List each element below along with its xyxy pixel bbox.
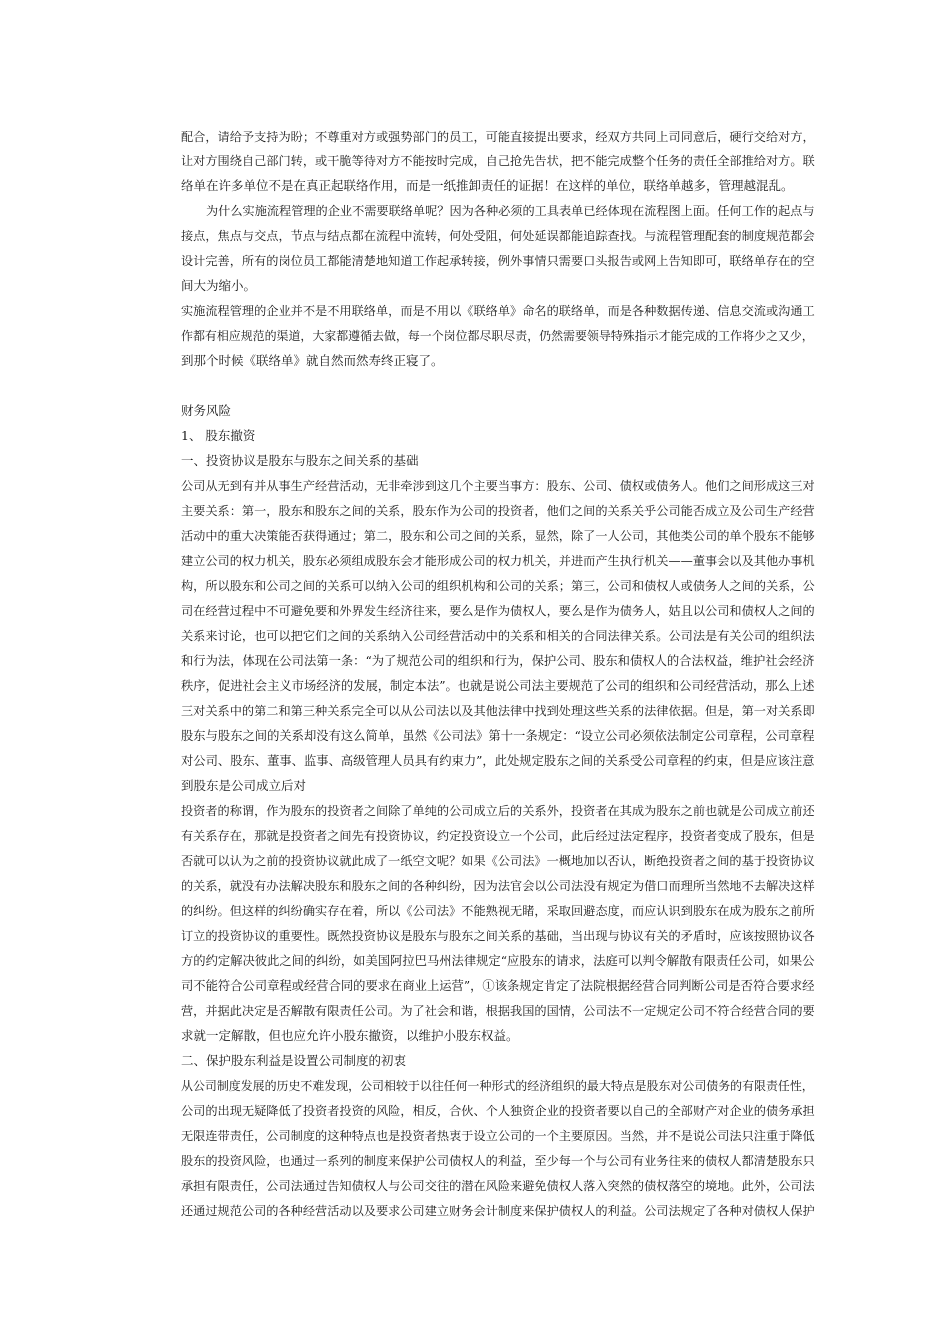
text-line: 公司的出现无疑降低了投资者投资的风险，相反，合伙、个人独资企业的投资者要以自己的全部财产对企业的债务承担 [181,1104,815,1118]
text-line: 的纠纷。但这样的纠纷确实存在着，所以《公司法》不能熟视无睹，采取回避态度，而应认识到股东在成为股东之前所 [181,904,815,918]
text-line: 设计完善，所有的岗位员工都能清楚地知道工作起承转接，例外事情只需要口头报告或网上告知即可，联络单存在的空 [181,254,815,268]
text-line: 投资者的称谓，作为股东的投资者之间除了单纯的公司成立后的关系外，投资者在其成为股东之前也就是公司成立前还 [181,804,815,818]
text-line: 建立公司的权力机关，股东必须组成股东会才能形成公司的权力机关，并进而产生执行机关——董事会以及其他办事机 [181,554,815,568]
text-line: 主要关系：第一，股东和股东之间的关系，股东作为公司的投资者，他们之间的关系关乎公司能否成立及公司生产经营 [181,504,815,518]
text-line: 方的约定解决彼此之间的纠纷，如美国阿拉巴马州法律规定“应股东的请求，法庭可以判令解散有限责任公司，如果公 [181,954,815,968]
text-line: 股东与股东之间的关系却没有这么简单，虽然《公司法》第十一条规定：“设立公司必须依法制定公司章程，公司章程 [181,729,815,743]
text-line: 股东的投资风险，也通过一系列的制度来保护公司债权人的利益，至少每一个与公司有业务往来的债权人都清楚股东只 [181,1154,815,1168]
text-line: 实施流程管理的企业并不是不用联络单，而是不用以《联络单》命名的联络单，而是各种数据传递、信息交流或沟通工 [181,304,815,318]
text-line: 还通过规范公司的各种经营活动以及要求公司建立财务会计制度来保护债权人的利益。公司法规定了各种对债权人保护 [181,1204,815,1218]
text-line: 络单在许多单位不是在真正起联络作用，而是一纸推卸责任的证据！在这样的单位，联络单越多，管理越混乱。 [181,178,794,193]
text-line: 到股东是公司成立后对 [181,778,307,793]
text-line: 的关系，就没有办法解决股东和股东之间的各种纠纷，因为法官会以公司法没有规定为借口而理所当然地不去解决这样 [181,879,815,893]
text-line: 让对方围绕自己部门转，或干脆等待对方不能按时完成，自己抢先告状，把不能完成整个任务的责任全部推给对方。联 [181,154,815,168]
text-line: 有关系存在，那就是投资者之间先有投资协议，约定投资设立一个公司，此后经过法定程序，投资者变成了股东，但是 [181,829,815,843]
text-line: 构，所以股东和公司之间的关系可以纳入公司的组织机构和公司的关系；第三，公司和债权人或债务人之间的关系，公 [181,579,815,593]
text-line: 间大为缩小。 [181,278,257,293]
text-line: 秩序，促进社会主义市场经济的发展，制定本法”。也就是说公司法主要规范了公司的组织和公司经营活动，那么上述 [181,679,815,693]
section-heading: 财务风险 [181,403,232,418]
text-line: 无限连带责任，公司制度的这种特点也是投资者热衷于设立公司的一个主要原因。当然，并不是说公司法只注重于降低 [181,1129,815,1143]
text-line: 和行为法，体现在公司法第一条：“为了规范公司的组织和行为，保护公司、股东和债权人的合法权益，维护社会经济 [181,654,815,668]
text-line: 关系来讨论，也可以把它们之间的关系纳入公司经营活动中的关系和相关的合同法律关系。公司法是有关公司的组织法 [181,629,815,643]
text-line: 从公司制度发展的历史不难发现，公司相较于以往任何一种形式的经济组织的最大特点是股东对公司债务的有限责任性， [181,1079,814,1093]
text-line: 到那个时候《联络单》就自然而然寿终正寝了。 [181,353,444,368]
text-line: 作都有相应规范的渠道，大家都遵循去做，每一个岗位都尽职尽责，仍然需要领导特殊指示才能完成的工作将少之又少， [181,329,814,343]
text-line: 承担有限责任，公司法通过告知债权人与公司交往的潜在风险来避免债权人落入突然的债权落空的境地。此外，公司法 [181,1179,815,1193]
subsection-heading: 1、 股东撤资 [181,428,256,443]
subsection-heading: 一、投资协议是股东与股东之间关系的基础 [181,453,419,468]
text-line: 公司从无到有并从事生产经营活动，无非牵涉到这几个主要当事方：股东、公司、债权或债务人。他们之间形成这三对 [181,479,815,493]
text-line: 司不能符合公司章程或经营合同的要求在商业上运营”，①该条规定肯定了法院根据经营合同判断公司是否符合要求经 [181,979,815,993]
text-line: 订立的投资协议的重要性。既然投资协议是股东与股东之间关系的基础，当出现与协议有关的矛盾时，应该按照协议各 [181,929,815,943]
text-line: 为什么实施流程管理的企业不需要联络单呢？因为各种必须的工具表单已经体现在流程图上面。任何工作的起点与 [206,204,815,218]
text-line: 三对关系中的第二和第三种关系完全可以从公司法以及其他法律中找到处理这些关系的法律依据。但是，第一对关系即 [181,704,815,718]
text-line: 接点，焦点与交点，节点与结点都在流程中流转，何处受阻，何处延误都能追踪查找。与流程管理配套的制度规范都会 [181,229,815,243]
text-line: 对公司、股东、董事、监事、高级管理人员具有约束力”，此处规定股东之间的关系受公司章程的约束，但是应该注意 [181,754,815,768]
text-line: 活动中的重大决策能否获得通过；第二，股东和公司之间的关系，显然，除了一人公司，其他类公司的单个股东不能够 [181,529,815,543]
text-line: 求就一定解散，但也应允许小股东撤资，以维护小股东权益。 [181,1028,519,1043]
text-line: 否就可以认为之前的投资协议就此成了一纸空文呢？如果《公司法》一概地加以否认，断绝投资者之间的基于投资协议 [181,854,815,868]
subsection-heading: 二、保护股东利益是设置公司制度的初衷 [181,1053,407,1068]
text-line: 营，并据此决定是否解散有限责任公司。为了社会和谐，根据我国的国情，公司法不一定规定公司不符合经营合同的要 [181,1004,815,1018]
text-line: 司在经营过程中不可避免要和外界发生经济往来，要么是作为债权人，要么是作为债务人，姑且以公司和债权人之间的 [181,604,815,618]
text-line: 配合，请给予支持为盼；不尊重对方或强势部门的员工，可能直接提出要求，经双方共同上司同意后，硬行交给对方， [181,130,815,144]
